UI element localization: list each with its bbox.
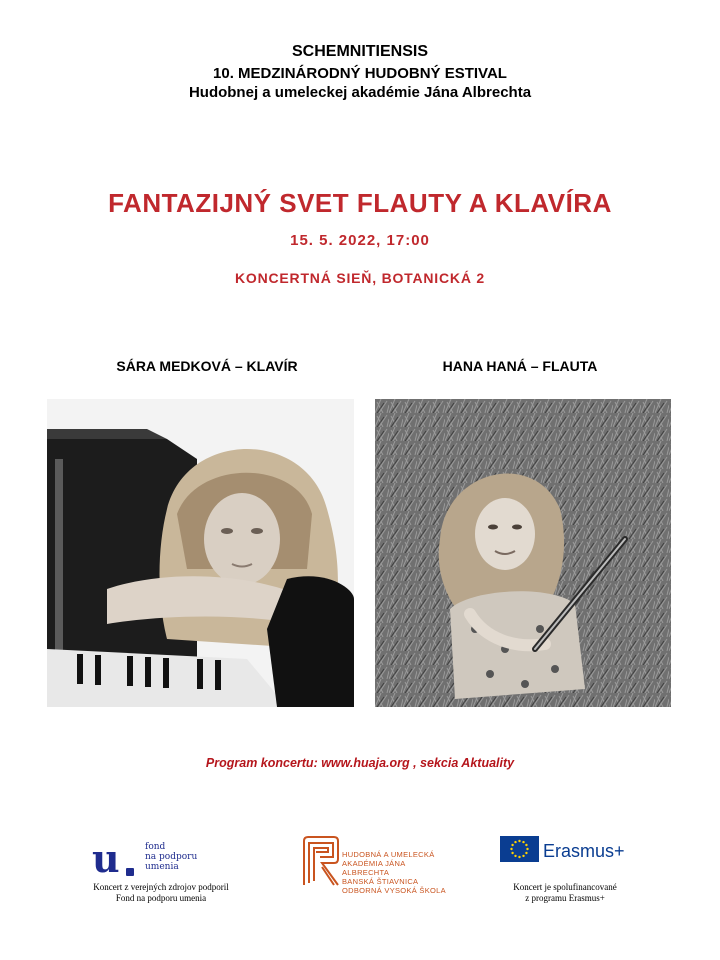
eu-star — [518, 856, 520, 858]
academy-name: Hudobnej a umeleckej akadémie Jána Albrechta — [188, 84, 532, 101]
eu-star — [525, 844, 527, 846]
program-link-note: Program koncertu: www.huaja.org , sekcia Aktuality — [205, 756, 515, 770]
eu-star — [510, 848, 512, 850]
concert-date: 15. 5. 2022, 17:00 — [290, 232, 430, 249]
eu-star — [522, 841, 524, 843]
erasmus-logo — [500, 836, 640, 866]
eu-star — [522, 855, 524, 857]
eu-star — [526, 848, 528, 850]
eu-star — [514, 841, 516, 843]
performer-piano: SÁRA MEDKOVÁ – KLAVÍR — [116, 358, 298, 374]
academy-logo-line: BANSKÁ ŠTIAVNICA — [342, 877, 419, 886]
erasmus-cofinance-note — [480, 882, 650, 904]
eu-star — [518, 840, 520, 842]
fpu-logo-line: umenia — [145, 862, 179, 872]
flutist-photo — [375, 399, 671, 707]
concert-venue: KONCERTNÁ SIEŇ, BOTANICKÁ 2 — [234, 270, 486, 286]
academy-logo-line: ODBORNÁ VYSOKÁ ŠKOLA — [342, 886, 446, 895]
academy-emblem-icon — [300, 833, 342, 889]
note-line: Fond na podporu umenia — [115, 893, 207, 903]
pianist-photo — [47, 399, 354, 707]
academy-logo — [300, 833, 450, 893]
note-line: Koncert z verejných zdrojov podporil — [93, 882, 229, 892]
academy-logo-line: AKADÉMIA JÁNA ALBRECHTA — [342, 859, 406, 877]
fpu-logo-letter: u — [92, 836, 120, 881]
eu-star — [514, 855, 516, 857]
fpu-logo-line: na podporu — [145, 852, 198, 862]
note-line: z programu Erasmus+ — [525, 893, 605, 903]
eu-flag-icon — [500, 836, 539, 862]
fpu-logo — [92, 836, 232, 881]
performer-flute: HANA HANÁ – FLAUTA — [442, 358, 598, 374]
fpu-support-note — [47, 882, 275, 904]
festival-name: SCHEMNITIENSIS — [291, 43, 428, 60]
academy-logo-text — [342, 850, 450, 895]
fpu-logo-line: fond — [145, 842, 166, 852]
academy-logo-line: HUDOBNÁ A UMELECKÁ — [342, 850, 435, 859]
festival-subtitle: 10. MEDZINÁRODNÝ HUDOBNÝ ESTIVAL — [213, 65, 507, 82]
eu-star — [511, 844, 513, 846]
fpu-logo-text — [145, 842, 197, 872]
eu-star — [511, 852, 513, 854]
erasmus-logo-text: Erasmus+ — [543, 841, 625, 861]
concert-title: FANTAZIJNÝ SVET FLAUTY A KLAVÍRA — [108, 188, 612, 218]
note-line: Koncert je spolufinancované — [513, 882, 617, 892]
eu-star — [525, 852, 527, 854]
fpu-logo-dot — [126, 868, 134, 876]
